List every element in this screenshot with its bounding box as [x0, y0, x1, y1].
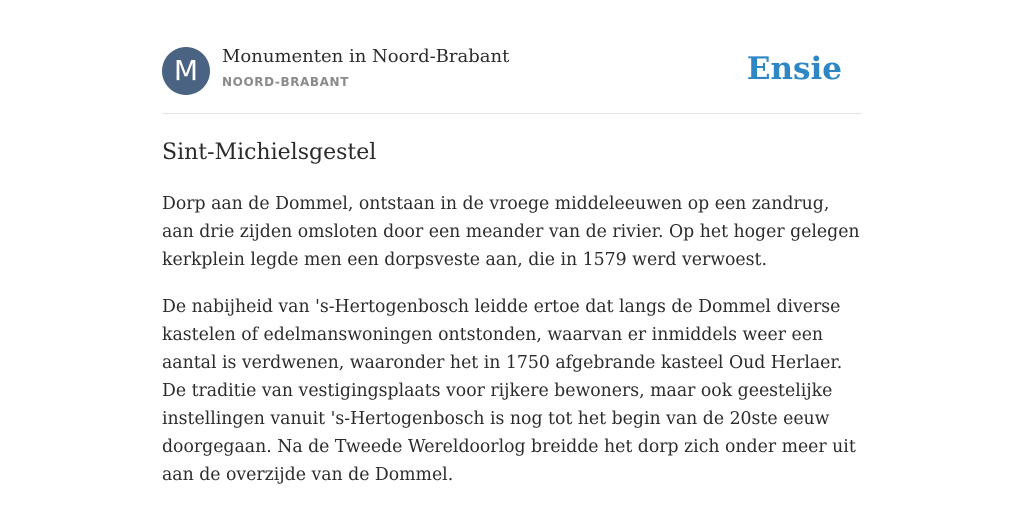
- source-title[interactable]: Monumenten in Noord-Brabant: [222, 46, 510, 67]
- source-subtitle: NOORD-BRABANT: [222, 75, 349, 89]
- article-paragraph-1: Dorp aan de Dommel, ontstaan in de vroege middeleeuwen op een zandrug, aan drie zijden omsloten door een meander van de rivier. Op het hoger gelegen kerkplein legde men een dorpsveste aan, die in 1579 werd verwoest.: [162, 194, 860, 270]
- article-paragraph-2: De nabijheid van 's-Hertogenbosch leidde ertoe dat langs de Dommel diverse kastelen of edelmanswoningen ontstonden, waarvan er inmiddels weer een aantal is verdwenen, waaronder het in 1750 afgebrande kasteel Oud Herlaer. De traditie van vestigingsplaats voor rijkere bewoners, maar ook geestelijke instellingen vanuit 's-Hertogenbosch is nog tot het begin van de 20ste eeuw doorgegaan. Na de Tweede Wereldoorlog breidde het dorp zich onder meer uit aan de overzijde van de Dommel.: [162, 297, 856, 485]
- article-title: Sint-Michielsgestel: [162, 140, 377, 165]
- source-header: [162, 0, 862, 114]
- brand-logo[interactable]: Ensie: [746, 51, 842, 87]
- article-card: [162, 0, 862, 489]
- source-avatar[interactable]: M: [162, 47, 210, 95]
